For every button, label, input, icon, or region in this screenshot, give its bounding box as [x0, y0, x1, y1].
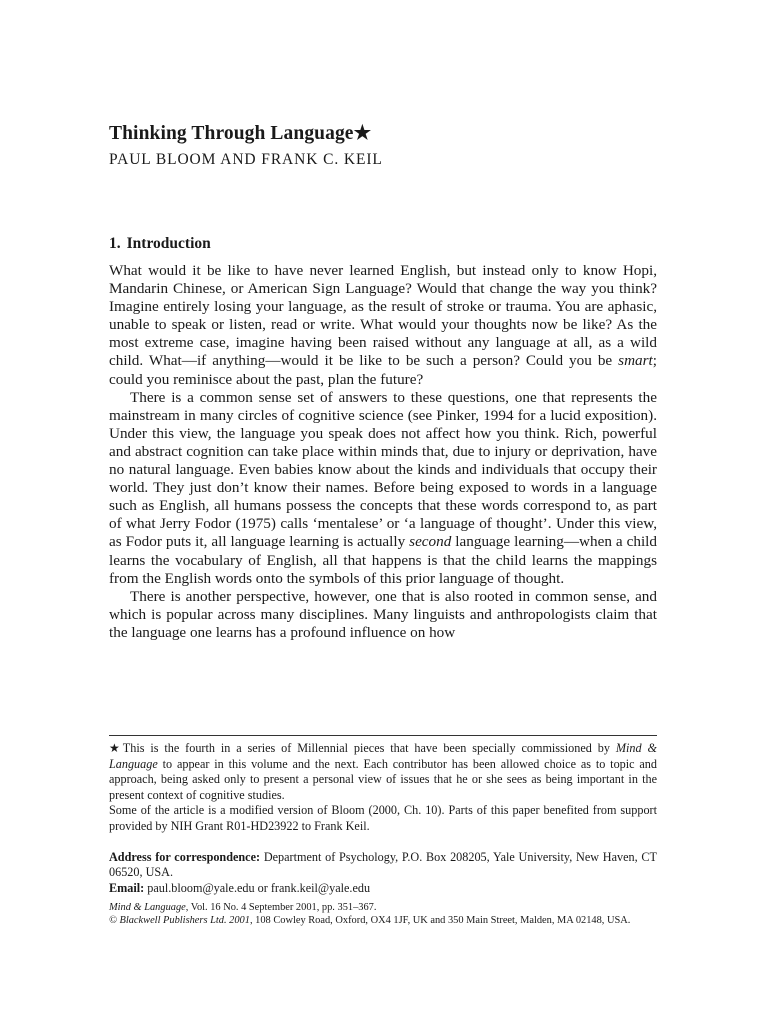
publisher-address: , 108 Cowley Road, Oxford, OX4 1JF, UK and 350 Main Street, Malden, MA 02148, USA.	[249, 915, 631, 926]
journal-copyright	[109, 914, 689, 927]
footnote-text-a: This is the fourth in a series of Millennial pieces that have been specially commissioned by	[122, 741, 616, 755]
title-text: Thinking Through Language	[109, 123, 354, 144]
address-label: Address for correspondence:	[109, 849, 261, 864]
copyright-holder: © Blackwell Publishers Ltd. 2001	[109, 915, 250, 926]
footnote-text-b: to appear in this volume and the next. Each contributor has been allowed choice as to topic and approach, being asked only to present a personal view of issues that he or she sees as being important in the present context of cognitive studies.	[109, 756, 657, 802]
footnote-divider	[109, 735, 657, 736]
footnotes	[109, 741, 657, 896]
section-number: 1.	[109, 235, 121, 252]
section-title: Introduction	[126, 235, 211, 252]
address-text: Department of Psychology, P.O. Box 208205, Yale University, New Haven, CT 06520, USA.	[109, 849, 657, 880]
paragraph-1-emphasis: smart	[618, 352, 653, 370]
paragraph-3: There is another perspective, however, one that is also rooted in common sense, and which is popular across many disciplines. Many linguists and anthropologists claim that the language one learns has a profound influence on how	[109, 587, 657, 641]
correspondence-email	[109, 881, 657, 897]
journal-issue: , Vol. 16 No. 4 September 2001, pp. 351–367.	[185, 902, 377, 913]
footnote-journal-name: Mind & Language	[109, 741, 657, 771]
email-text: paul.bloom@yale.edu or frank.keil@yale.edu	[144, 880, 371, 895]
paragraph-1	[109, 262, 657, 389]
paragraph-2	[109, 389, 657, 588]
correspondence-address	[109, 850, 657, 881]
article-title	[109, 121, 371, 145]
section-heading	[109, 235, 211, 253]
footnote-1	[109, 741, 657, 803]
journal-citation	[109, 901, 689, 914]
article-authors: PAUL BLOOM AND FRANK C. KEIL	[109, 151, 383, 168]
paragraph-2-emphasis: second	[409, 533, 452, 551]
email-label: Email:	[109, 880, 145, 895]
footnote-2: Some of the article is a modified version of Bloom (2000, Ch. 10). Parts of this paper benefited from support provided by NIH Grant R01-HD23922 to Frank Keil.	[109, 803, 657, 833]
footnote-mark: ★	[109, 741, 123, 755]
journal-name: Mind & Language	[109, 902, 186, 913]
paragraph-2-text-a: There is a common sense set of answers to these questions, one that represents the mainstream in many circles of cognitive science (see Pinker, 1994 for a lucid exposition). Under this view, the language you speak does not affect how you think. Rich, powerful and abstract cognition can take place within minds that, due to injury or deprivation, have no natural language. Even babies know about the kinds and individuals that occupy their world. They just don’t know their names. Before being exposed to words in a language such as English, all humans possess the concepts that these words correspond to, as part of what Jerry Fodor (1975) calls ‘mentalese’ or ‘a language of thought’. Under this view, as Fodor puts it, all language learning is actually	[109, 388, 657, 551]
title-footnote-mark: ★	[353, 123, 372, 144]
paragraph-2-text-b: language learning—when a child learns the vocabulary of English, all that happens is that the child learns the mappings from the English words onto the symbols of this prior language of thought.	[109, 533, 657, 587]
body-text	[109, 262, 657, 642]
journal-info	[109, 901, 689, 927]
paragraph-1-text-b: ; could you reminisce about the past, plan the future?	[109, 352, 657, 388]
paragraph-1-text-a: What would it be like to have never learned English, but instead only to know Hopi, Mandarin Chinese, or American Sign Language? Would that change the way you think? Imagine entirely losing your language, as the result of stroke or trauma. You are aphasic, unable to speak or listen, read or write. What would your thoughts now be like? As the most extreme case, imagine having been raised without any language at all, as a wild child. What—if anything—would it be like to be such a person? Could you be	[109, 262, 657, 370]
